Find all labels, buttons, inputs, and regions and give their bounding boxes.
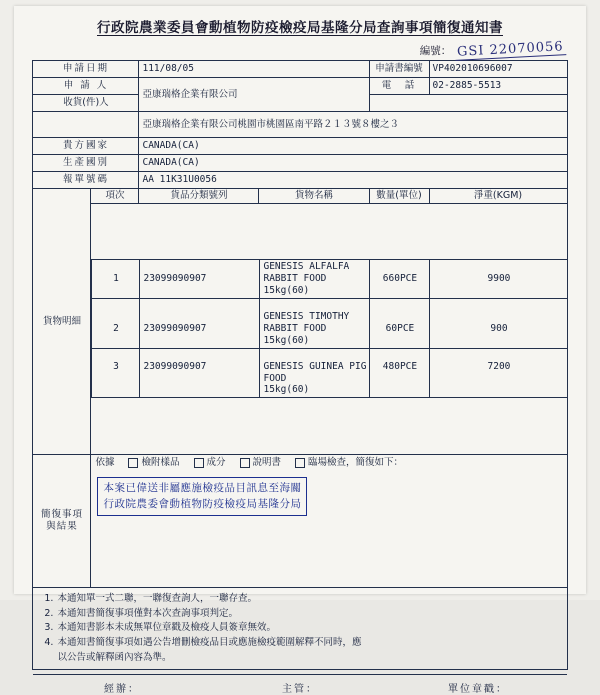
checkbox-icon[interactable]	[194, 458, 204, 468]
table-row	[92, 348, 568, 398]
address-label-cell	[33, 112, 139, 138]
goods-row-name-line2: 15kg(60)	[263, 334, 310, 346]
goods-col-qty: 數量(單位)	[369, 189, 429, 204]
notes-list	[33, 588, 566, 670]
note-index: 1.	[44, 592, 54, 604]
goods-row-name-line2: 15kg(60)	[263, 384, 310, 396]
goods-table-header	[33, 189, 567, 204]
note-index: 4.	[44, 637, 54, 649]
check-onsite[interactable]	[295, 457, 403, 469]
produce-country-value: CANADA(CA)	[139, 155, 567, 172]
table-row	[33, 138, 567, 155]
goods-label: 貨物明細	[33, 189, 91, 455]
result-label-line2: 與結果	[46, 520, 78, 532]
result-stamp	[97, 477, 307, 517]
declare-no-label: 報單號碼	[33, 172, 139, 189]
declare-no-value: AA 11K31U0056	[139, 172, 567, 189]
goods-row-name-line1: GENESIS GUINEA PIG FOOD	[263, 360, 367, 384]
goods-body-row	[33, 203, 567, 454]
table-row	[33, 155, 567, 172]
check-manual-label: 說明書	[252, 456, 282, 468]
export-country-value: CANADA(CA)	[139, 138, 567, 155]
list-item	[39, 592, 560, 607]
list-item	[39, 607, 560, 622]
goods-row-no: 2	[92, 299, 140, 349]
apply-date-value: 111/08/05	[139, 61, 369, 78]
checkbox-icon[interactable]	[240, 458, 250, 468]
check-onsite-label: 臨場檢查，簡復如下：	[308, 456, 404, 468]
table-row	[33, 78, 567, 95]
goods-col-name: 貨物名稱	[259, 189, 369, 204]
note-text: 本通知書影本未成無單位章戳及檢疫人員簽章無效。	[57, 622, 276, 634]
check-sample[interactable]	[128, 457, 179, 469]
goods-col-hscode: 貨品分類號列	[139, 189, 259, 204]
result-content-cell	[91, 454, 567, 587]
goods-body-cell	[91, 203, 567, 454]
footer-supervisor: 主管：	[282, 684, 318, 695]
list-item	[39, 621, 560, 636]
goods-row-name	[260, 299, 370, 349]
apply-date-label: 申請日期	[33, 61, 139, 78]
document-sheet	[14, 6, 586, 695]
apply-no-value: VP402010696007	[429, 61, 567, 78]
checkbox-icon[interactable]	[295, 458, 305, 468]
blank-cell	[369, 95, 567, 112]
check-ingredient-label: 成分	[206, 456, 226, 468]
footer-unit-seal: 單位章戳：	[448, 684, 508, 695]
note-index: 2.	[44, 607, 54, 619]
table-row	[33, 61, 567, 78]
address-value: 亞康瑞格企業有限公司桃園市桃園區南平路２１３號８樓之３	[139, 112, 567, 138]
goods-col-weight: 淨重(KGM)	[429, 189, 567, 204]
note-text: 本通知單一式二聯，一聯復查詢人，一聯存查。	[57, 592, 257, 604]
checks-row	[91, 455, 566, 471]
result-stamp-line2: 行政院農委會動植物防疫檢疫局基隆分局	[103, 497, 302, 510]
export-country-label: 貴方國家	[33, 138, 139, 155]
note-text: 以公告或解釋函內容為準。	[57, 651, 172, 663]
produce-country-label: 生產國別	[33, 155, 139, 172]
main-form-table	[32, 60, 567, 670]
document-number-value: GSI 22070056	[455, 39, 566, 61]
check-manual[interactable]	[240, 457, 282, 469]
tel-value: 02-2885-5513	[429, 78, 567, 95]
goods-row-weight: 7200	[430, 348, 568, 398]
goods-row-name-line1: GENESIS ALFALFA RABBIT FOOD	[263, 261, 350, 285]
goods-row-hscode: 23099090907	[140, 299, 260, 349]
goods-col-no: 項次	[91, 189, 139, 204]
result-stamp-line1: 本案已偉送非屬應施檢疫品目訊息至海關	[103, 481, 302, 494]
goods-row-no: 3	[92, 348, 140, 398]
goods-row-hscode: 23099090907	[140, 348, 260, 398]
applicant-label: 申 請 人	[33, 78, 139, 95]
goods-row-name-line2: 15kg(60)	[263, 285, 310, 297]
table-row	[92, 260, 568, 299]
stamp-wrap	[91, 471, 566, 521]
document-number-row	[14, 40, 586, 58]
goods-row-weight: 900	[430, 299, 568, 349]
applicant-value: 亞康瑞格企業有限公司	[139, 78, 369, 112]
goods-row-name	[260, 348, 370, 398]
table-row	[92, 299, 568, 349]
table-row	[33, 172, 567, 189]
goods-row-qty: 60PCE	[370, 299, 430, 349]
table-row	[33, 112, 567, 138]
footer-clerk: 經辦：	[104, 684, 140, 695]
goods-row-name-line1: GENESIS TIMOTHY RABBIT FOOD	[263, 311, 350, 334]
goods-row-hscode: 23099090907	[140, 260, 260, 299]
note-index	[39, 651, 53, 666]
goods-row-qty: 660PCE	[370, 260, 430, 299]
note-index: 3.	[44, 622, 54, 634]
result-label-line1: 簡復事項	[40, 509, 83, 520]
goods-row-no: 1	[92, 260, 140, 299]
note-text: 本通知書簡復事項僅對本次查詢事項判定。	[57, 607, 238, 619]
apply-no-label: 申請書編號	[369, 61, 429, 78]
list-item	[39, 636, 560, 651]
check-sample-label: 檢附樣品	[141, 456, 180, 468]
basis-label: 依據	[95, 456, 115, 468]
list-item	[39, 651, 560, 666]
checkbox-icon[interactable]	[128, 458, 138, 468]
goods-row-qty: 480PCE	[370, 348, 430, 398]
check-ingredient[interactable]	[194, 457, 226, 469]
tel-label: 電 話	[369, 78, 429, 95]
note-text: 本通知書簡復事項如遇公告增刪檢疫品目或應施檢疫範圍解釋不同時，應	[57, 637, 362, 649]
consignee-label: 收貨(件)人	[33, 95, 139, 112]
document-number-label: 編號：	[419, 45, 452, 57]
goods-row-weight: 9900	[430, 260, 568, 299]
goods-row-name	[260, 260, 370, 299]
result-label	[33, 454, 91, 587]
page-title: 行政院農業委員會動植物防疫檢疫局基隆分局查詢事項簡復通知書	[97, 20, 503, 36]
result-section-row	[33, 454, 567, 587]
document-footer	[33, 674, 567, 695]
